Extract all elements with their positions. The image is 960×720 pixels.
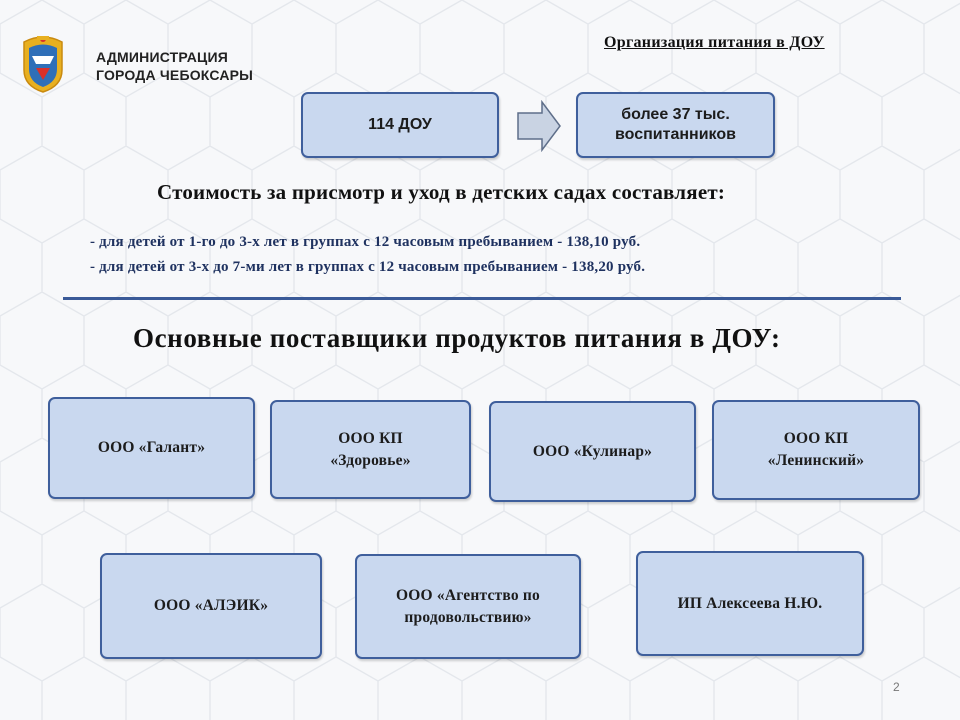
supplier-card: [100, 553, 322, 659]
supplier-card: [355, 554, 581, 659]
suppliers-heading: Основные поставщики продуктов питания в ДОУ:: [133, 323, 781, 353]
city-coat-of-arms-icon: [16, 34, 70, 94]
section-divider: [63, 297, 901, 300]
price-item: - для детей от 1-го до 3-х лет в группах с 12 часовым пребыванием - 138,10 руб.: [90, 234, 641, 250]
page-number: 2: [893, 680, 900, 694]
org-name-line1: АДМИНИСТРАЦИЯ: [96, 49, 228, 65]
pupils-count-box: [576, 92, 775, 158]
supplier-name-line1: ООО «Кулинар»: [532, 442, 653, 460]
supplier-name-line1: ООО «Галант»: [97, 439, 206, 456]
cost-heading: Стоимость за присмотр и уход в детских садах составляет:: [157, 180, 726, 204]
slide-title: Организация питания в ДОУ: [604, 34, 825, 51]
supplier-name-line2: «Ленинский»: [767, 452, 865, 469]
supplier-card: [636, 551, 864, 656]
right-arrow-icon: [516, 100, 562, 152]
supplier-name-line1: ИП Алексеева Н.Ю.: [677, 594, 823, 612]
organization-name: [96, 48, 253, 84]
supplier-name-line1: ООО КП: [338, 429, 403, 447]
supplier-name-line2: «Здоровье»: [330, 451, 411, 469]
supplier-card: [48, 397, 255, 499]
org-name-line2: ГОРОДА ЧЕБОКСАРЫ: [96, 67, 254, 83]
supplier-card: [712, 400, 920, 500]
dou-count-box: [301, 92, 499, 158]
supplier-name-line2: продовольствию»: [404, 608, 532, 626]
supplier-card: [270, 400, 471, 499]
supplier-name-line1: ООО КП: [783, 430, 849, 447]
supplier-card: [489, 401, 696, 502]
dou-count-text: 114 ДОУ: [368, 116, 432, 133]
price-item: - для детей от 3-х до 7-ми лет в группах с 12 часовым пребыванием - 138,20 руб.: [90, 259, 646, 275]
pupils-line2: воспитанников: [615, 126, 736, 143]
supplier-name-line1: ООО «Агентство по: [396, 586, 540, 604]
pupils-line1: более 37 тыс.: [621, 106, 730, 123]
supplier-name-line1: ООО «АЛЭИК»: [153, 597, 269, 614]
